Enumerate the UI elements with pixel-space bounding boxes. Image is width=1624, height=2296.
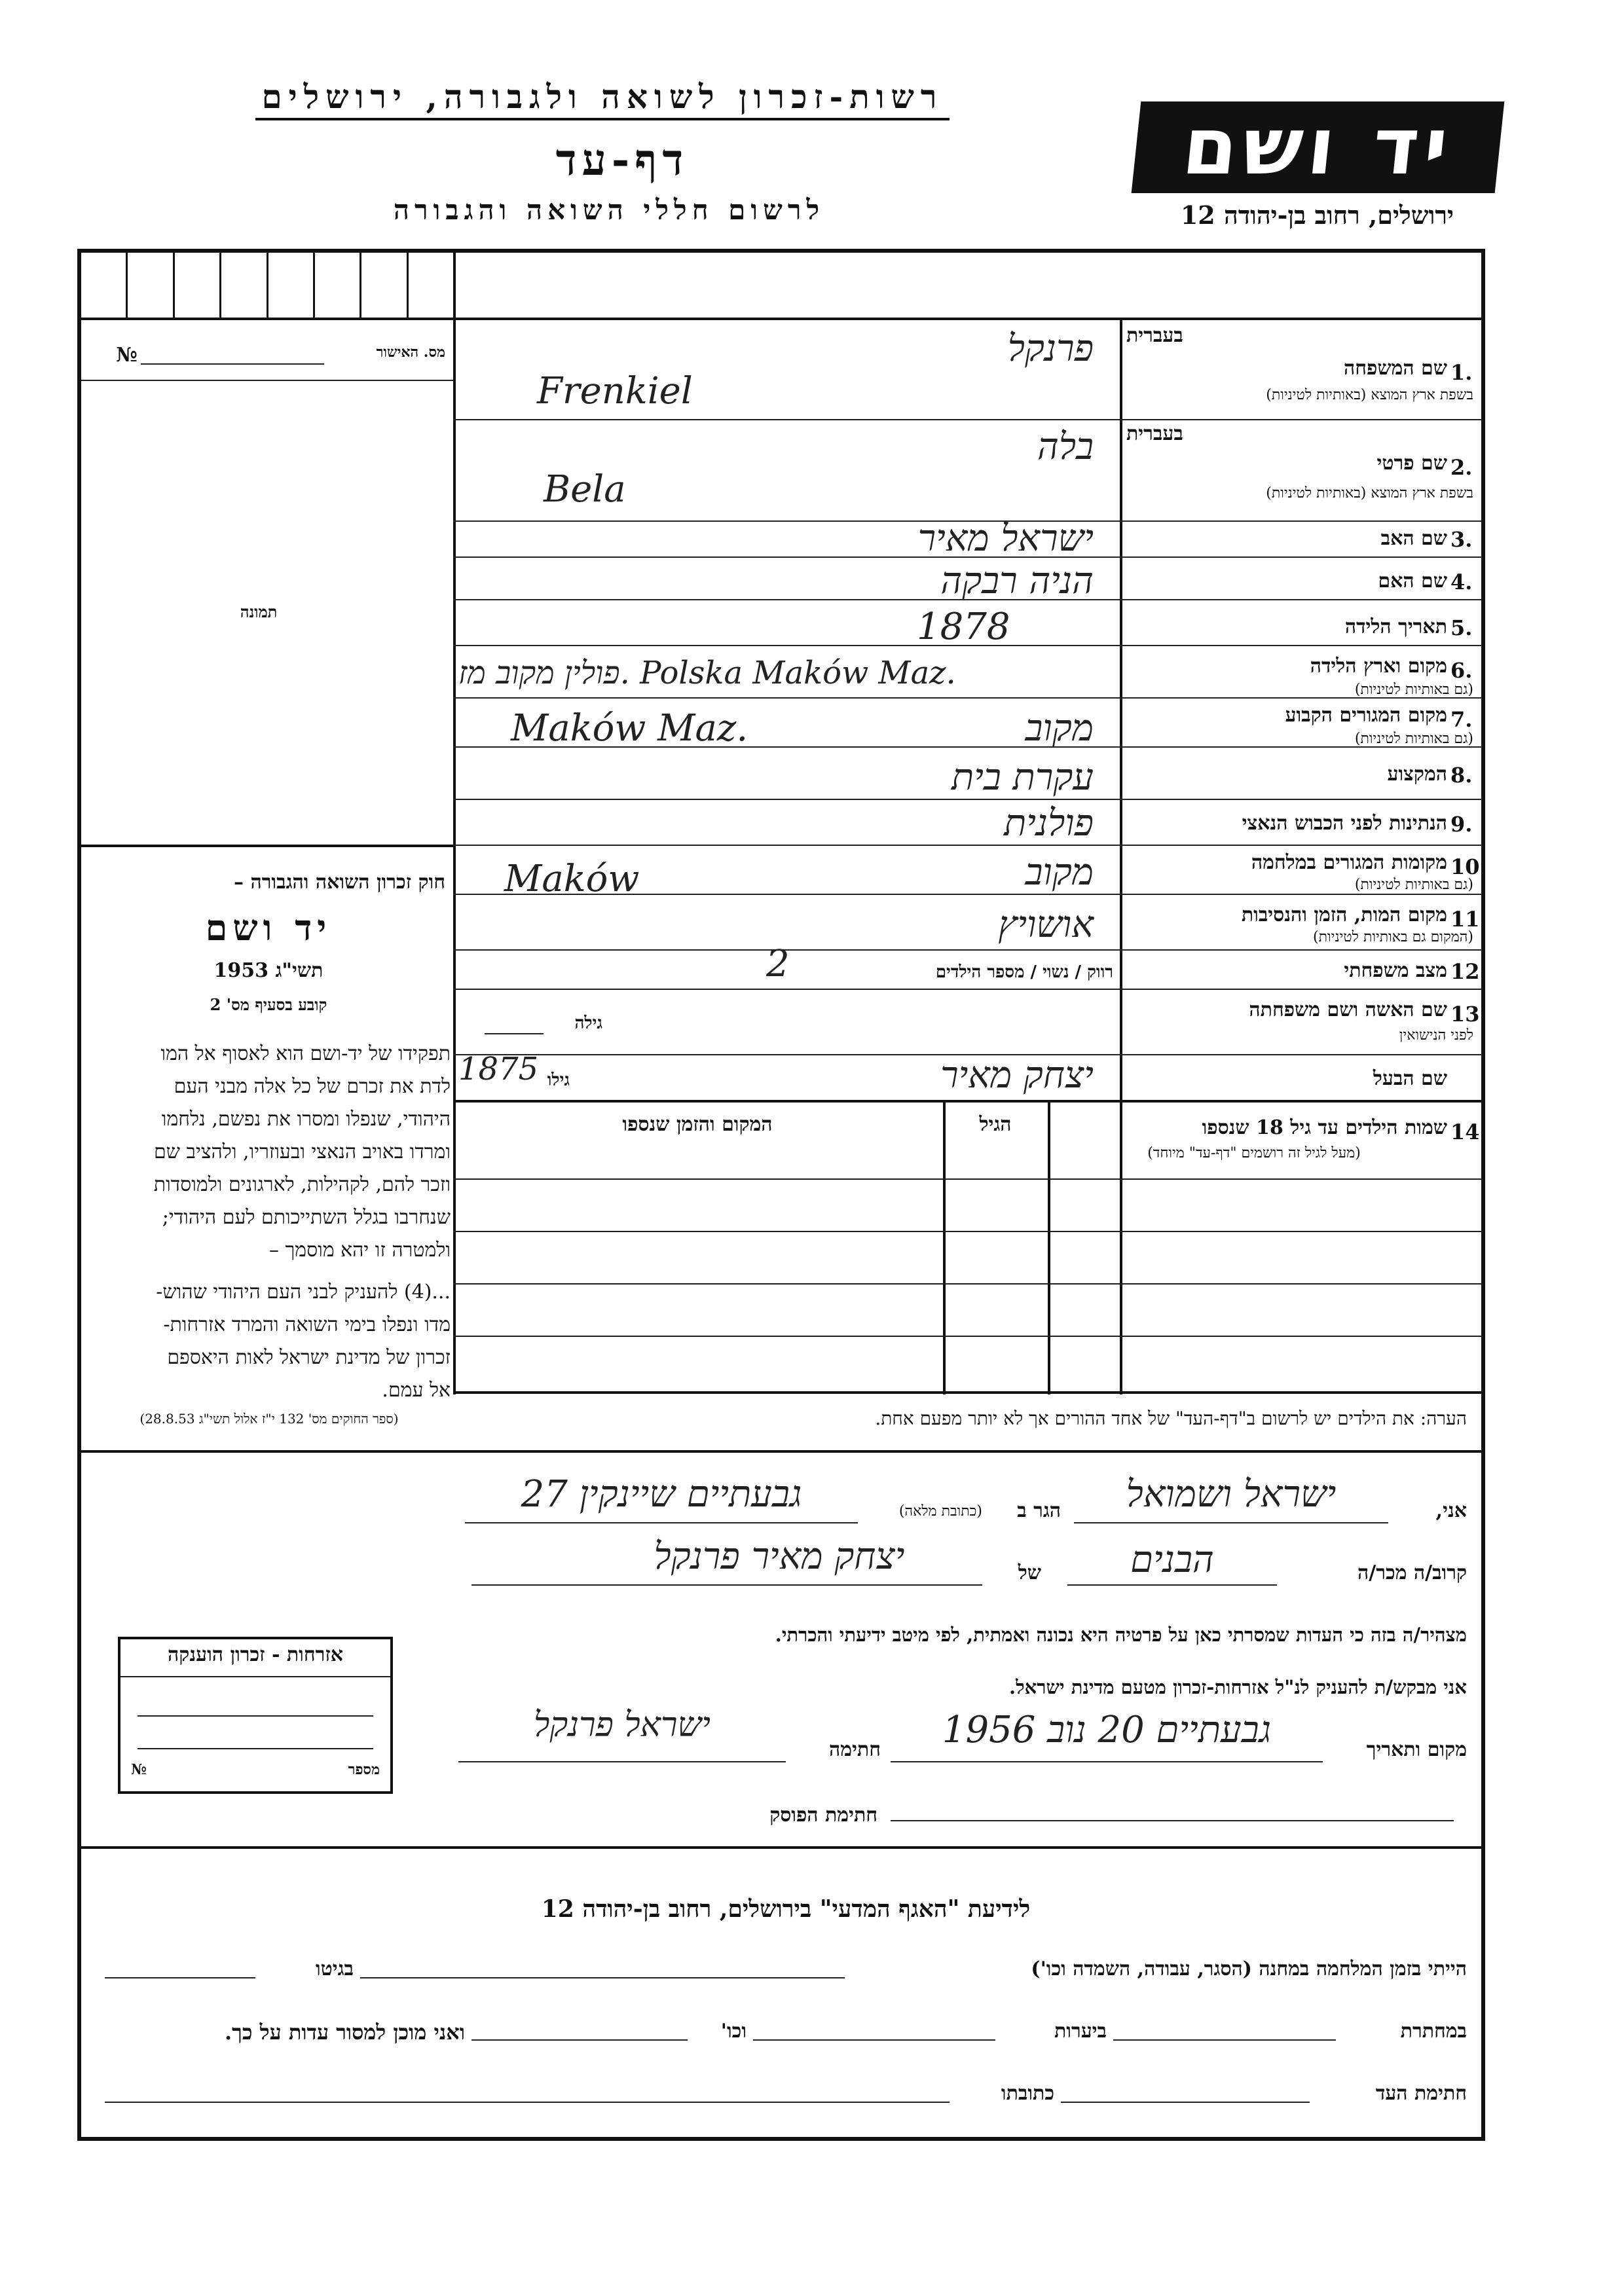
bottom-line1-end: בגיטו	[315, 1958, 354, 1980]
field-5-num: 5.	[1450, 615, 1473, 640]
law-text-line: היהודי, שנפלו ומסרו את נפשם, נלחמו	[161, 1108, 451, 1131]
field-13-note: לפני הנישואין	[1399, 1027, 1473, 1044]
bottom-line2-end: ואני מוכן למסור עדות על כך.	[224, 2020, 465, 2045]
field-7-latin-value: Maków Maz.	[511, 707, 748, 750]
field-7-note: (גם באותיות לטיניות)	[1354, 731, 1473, 747]
bottom-line3-field-2	[105, 2102, 950, 2103]
photo-label: תמונה	[240, 602, 278, 621]
bottom-line3-mid: כתובתו	[1001, 2082, 1054, 2105]
field-6-note: (גם באותיות לטיניות)	[1354, 682, 1473, 698]
law-section: קובע בסעיף מס' 2	[210, 995, 327, 1014]
law-text-line: ולמטרה זו יהא מוסמך –	[269, 1239, 451, 1262]
field-4-value: הניה רבקה	[940, 560, 1094, 602]
children-row-rule-1	[453, 1178, 1481, 1180]
law-year: תשי"ג 1953	[213, 959, 323, 982]
bottom-line1: הייתי בזמן המלחמה במחנה (הסגר, עבודה, השמדה וכו')	[1031, 1958, 1467, 1980]
field-2-label: שם פרטי	[1376, 452, 1447, 475]
children-note: (מעל לגיל זה רושמים "דף-עד" מיוחד)	[1147, 1145, 1361, 1161]
law-source: (ספר החוקים מס' 132 י"ז אלול תשי"ג 28.8.53)	[139, 1411, 399, 1427]
bottom-title: לידיעת "האגף המדעי" בירושלים, רחוב בן-יהודה 12	[541, 1895, 1031, 1923]
field-2-note: בשפת ארץ המוצא (באותיות לטיניות)	[1266, 485, 1473, 501]
field-6-num: 6.	[1450, 658, 1473, 683]
field-11-value: אושויץ	[998, 903, 1094, 946]
label-column-divider	[1120, 318, 1122, 1394]
declaration-line4: אני מבקש/ת להעניק לנ"ל אזרחות-זכרון מטעם מדינת ישראל.	[1008, 1676, 1467, 1698]
row-rule-9	[453, 845, 1481, 846]
children-row-rule-3	[453, 1283, 1481, 1285]
address-label: (כתובת מלאה)	[898, 1503, 982, 1520]
field-7-num: 7.	[1450, 707, 1473, 732]
relation-value: הבנים	[1130, 1539, 1214, 1581]
yad-vashem-logo: יד ושם	[1132, 101, 1505, 193]
field-10-value: מקוב	[1025, 851, 1094, 894]
field-8-label: המקצוע	[1387, 763, 1447, 786]
field-8-value: עקרת בית	[951, 756, 1094, 799]
bottom-line2-mid: ביערות	[1054, 2020, 1107, 2043]
field-1-num: 1.	[1450, 360, 1473, 385]
row-rule-14	[453, 1100, 1481, 1102]
law-text-line: לדת את זכרם של כל אלה מבני העם	[174, 1075, 451, 1098]
bottom-line2-field-2	[753, 2039, 995, 2041]
children-col-divider-2	[1048, 1100, 1050, 1394]
citizenship-box-rule	[120, 1676, 390, 1677]
field-2-lang: בעברית	[1126, 422, 1183, 445]
children-title: שמות הילדים עד גיל 18 שנספו	[1202, 1116, 1447, 1139]
signature-value: ישראל פרנקל	[534, 1705, 710, 1745]
field-1-latin-value: Frenkiel	[537, 370, 693, 412]
top-strip-rule	[77, 318, 1485, 320]
row-rule-1	[453, 419, 1481, 420]
field-13-age-label: גילה	[574, 1013, 602, 1033]
field-1-lang: בעברית	[1126, 324, 1183, 347]
of-line	[471, 1584, 982, 1586]
husband-age-value: 1875	[458, 1051, 539, 1087]
field-6-label: מקום וארץ הלידה	[1310, 655, 1447, 678]
declarant-name-line	[1074, 1522, 1388, 1523]
children-col-place: המקום והזמן שנספו	[622, 1113, 773, 1136]
field-3-label: שם האב	[1380, 527, 1447, 550]
field-5-label: תאריך הלידה	[1344, 615, 1447, 638]
header-rule	[255, 118, 950, 120]
field-6-value: פולין מקוב מז. Polska Maków Maz.	[458, 655, 956, 691]
citizenship-box-line-2	[138, 1748, 373, 1749]
law-text-line: תפקידו של יד-ושם הוא לאסוף אל המו	[160, 1042, 451, 1065]
registration-no-line	[141, 363, 324, 365]
field-10-num: 10.	[1450, 854, 1487, 879]
field-12-label: מצב משפחתי	[1344, 959, 1447, 982]
field-13-label: שם האשה ושם משפחתה	[1249, 998, 1447, 1021]
children-col-divider-1	[943, 1100, 946, 1394]
official-signature-label: חתימת הפוסק	[769, 1804, 877, 1827]
law-text	[84, 1038, 451, 1407]
photo-area-top	[81, 380, 453, 381]
address-line	[465, 1522, 858, 1523]
field-2-num: 2.	[1450, 455, 1473, 480]
field-9-value: פולנית	[1004, 802, 1094, 845]
authority-title: רשות-זכרון לשואה ולגבורה, ירושלים	[261, 77, 944, 116]
law-text-line: אל עמם.	[382, 1379, 451, 1402]
law-text-line: מדו ונפלו בימי השואה והמרד אזרחות-	[163, 1313, 451, 1336]
bottom-section-rule	[81, 1846, 1481, 1849]
address-value: גבעתיים שיינקין 27	[521, 1473, 802, 1516]
field-7-value: מקוב	[1025, 707, 1094, 750]
place-date-value: גבעתיים 20 נוב 1956	[942, 1709, 1272, 1751]
field-11-num: 11.	[1450, 907, 1487, 932]
form-title: דף-עד	[555, 134, 689, 185]
declarant-name: ישראל ושמואל	[1126, 1473, 1337, 1516]
citizenship-box-title: אזרחות - זכרון הוענקה	[168, 1643, 343, 1666]
place-date-line	[891, 1761, 1323, 1762]
left-column-divider	[453, 249, 456, 1394]
field-1-label: שם המשפחה	[1343, 357, 1447, 380]
field-9-label: הנתינות לפני הכבוש הנאצי	[1242, 812, 1447, 835]
children-row-rule-2	[453, 1231, 1481, 1232]
registration-no-label: מס. האישור	[376, 344, 445, 361]
top-grid-cells	[81, 253, 453, 318]
remark-bottom-rule	[81, 1450, 1481, 1453]
of-label: של	[1018, 1561, 1041, 1584]
law-text-line: שנחרבו בגלל השתייכותם לעם היהודי;	[162, 1206, 451, 1229]
bottom-line2-start: במחתרת	[1400, 2020, 1467, 2043]
bottom-line3-field-1	[1061, 2102, 1310, 2103]
field-2-hebrew-value: בלה	[1037, 426, 1094, 468]
law-text-line: וזכר להם, לקהילות, לארגונים ולמוסדות	[153, 1173, 451, 1196]
relation-label: קרוב/ה מכר/ה	[1357, 1561, 1467, 1584]
form-subtitle: לרשום חללי השואה והגבורה	[393, 194, 825, 226]
law-text-line: זכרון של מדינת ישראל לאות היאספם	[167, 1346, 451, 1369]
field-11-label: מקום המות, הזמן והנסיבות	[1241, 903, 1447, 926]
declaration-prefix: אני,	[1435, 1499, 1467, 1522]
husband-label: שם הבעל	[1373, 1067, 1447, 1090]
field-12-num: 12.	[1450, 959, 1487, 984]
field-11-note: (המקום גם באותיות לטיניות)	[1313, 929, 1473, 945]
field-3-value: ישראל מאיר	[917, 517, 1094, 560]
field-8-num: 8.	[1450, 763, 1473, 788]
field-10-latin-value: Maków	[504, 858, 640, 900]
field-12-value: 2	[766, 943, 790, 985]
husband-age-label: גילו	[547, 1070, 570, 1090]
row-rule-12	[453, 989, 1481, 990]
law-title: חוק זכרון השואה והגבורה –	[234, 871, 445, 894]
children-num: 14.	[1450, 1120, 1487, 1144]
children-row-rule-4	[453, 1336, 1481, 1337]
photo-area-bottom	[81, 845, 453, 847]
place-date-label: מקום ותאריך	[1366, 1738, 1467, 1761]
law-name: יד ושם	[205, 907, 332, 949]
official-signature-line	[891, 1820, 1454, 1821]
citizenship-box-number-label: מספר	[348, 1761, 380, 1778]
field-3-num: 3.	[1450, 527, 1473, 552]
law-text-line: ומרדו באויב הנאצי ובעוזריו, ולהציב שם	[154, 1140, 451, 1163]
header-address: ירושלים, רחוב בן-יהודה 12	[1180, 200, 1454, 230]
law-text-line: ...(4) להעניק לבני העם היהודי שהוש-	[156, 1281, 451, 1303]
signature-label: חתימה	[829, 1738, 881, 1761]
resident-label: הגר ב	[1017, 1499, 1061, 1522]
field-4-label: שם האם	[1378, 570, 1447, 592]
field-12-status-options: רווק / נשוי / מספר הילדים	[935, 962, 1113, 982]
field-9-num: 9.	[1450, 812, 1473, 837]
field-2-latin-value: Bela	[544, 468, 626, 511]
bottom-line2-mid2: וכו'	[720, 2020, 747, 2043]
bottom-line1-field	[360, 1977, 845, 1978]
field-10-label: מקומות המגורים במלחמה	[1251, 851, 1447, 874]
children-table-bottom	[453, 1391, 1481, 1394]
signature-line	[458, 1761, 786, 1762]
bottom-line2-field-1	[1113, 2039, 1336, 2041]
field-13-age-line	[485, 1033, 544, 1034]
relation-line	[1067, 1584, 1277, 1586]
bottom-line2-field-3	[471, 2039, 688, 2041]
field-10-note: (גם באותיות לטיניות)	[1354, 877, 1473, 893]
bottom-line3-start: חתימת העד	[1375, 2082, 1467, 2105]
row-rule-8	[453, 799, 1481, 800]
field-1-note: בשפת ארץ המוצא (באותיות לטיניות)	[1266, 387, 1473, 403]
remark-text: הערה: את הילדים יש לרשום ב"דף-העד" של אחד ההורים אך לא יותר מפעם אחת.	[875, 1408, 1467, 1429]
field-7-label: מקום המגורים הקבוע	[1285, 704, 1447, 727]
bottom-line1-end-field	[105, 1977, 255, 1978]
field-13-num: 13.	[1450, 1002, 1487, 1027]
declaration-line3: מצהיר/ה בזה כי העדות שמסרתי כאן על פרטיה היא נכונה ואמתית, לפי מיטב ידיעתי והכרתי.	[775, 1624, 1467, 1646]
citizenship-box-line-1	[138, 1715, 373, 1717]
field-4-num: 4.	[1450, 570, 1473, 594]
citizenship-box-no-sign: №	[131, 1761, 147, 1778]
husband-value: יצחק מאיר	[940, 1054, 1094, 1097]
of-value: יצחק מאיר פרנקל	[654, 1535, 905, 1578]
registration-no-sign: №	[116, 344, 138, 367]
field-5-value: 1878	[917, 606, 1010, 648]
children-col-age: הגיל	[979, 1113, 1012, 1136]
row-rule-11	[453, 949, 1481, 951]
field-1-hebrew-value: פרנקל	[1007, 327, 1094, 370]
